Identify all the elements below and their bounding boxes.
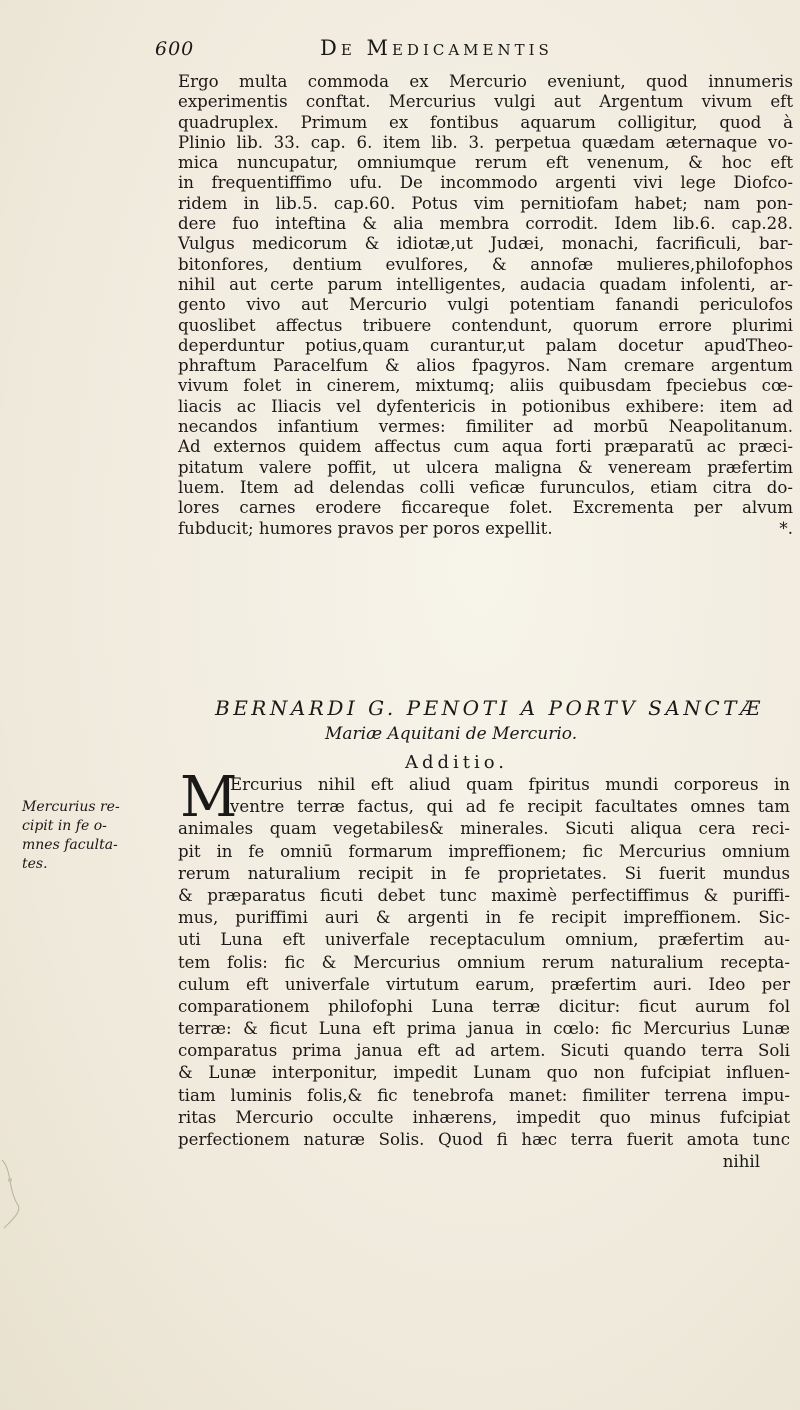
running-title: De Medicamentis bbox=[320, 36, 553, 60]
additio-heading: Additio. bbox=[405, 752, 509, 773]
line-text: tiam luminis folis,& fic tenebrofa manet: fimiliter terrena impu- bbox=[178, 1085, 790, 1105]
text-line: dere fuo inteftina & alia membra corrodit. Idem lib.6. cap.28. bbox=[178, 214, 793, 234]
text-line: fubducit; humores pravos per poros expellit. *. bbox=[178, 518, 793, 538]
text-line: in frequentiffimo ufu. De incommodo argenti vivi lege Diofco- bbox=[178, 173, 793, 193]
line-text: animales quam vegetabiles& minerales. Sicuti aliqua cera reci- bbox=[178, 819, 790, 839]
addition-paragraph bbox=[178, 765, 790, 1173]
text-line bbox=[178, 885, 790, 907]
text-line: necandos infantium vermes: fimiliter ad morbū Neapolitanum. bbox=[178, 417, 793, 437]
line-text: uti Luna eft univerfale receptaculum omnium, præfertim au- bbox=[178, 930, 790, 950]
text-line: Plinio lib. 33. cap. 6. item lib. 3. perpetua quædam æternaque vo- bbox=[178, 132, 793, 152]
line-text: ventre terræ factus, qui ad fe recipit facultates omnes tam bbox=[230, 797, 790, 817]
line-text: culum eft univerfale virtutum earum, præfertim auri. Ideo per bbox=[178, 974, 790, 994]
margin-note-line: Mercurius re- bbox=[22, 799, 120, 815]
text-line: mica nuncupatur, omniumque rerum eft venenum, & hoc eft bbox=[178, 153, 793, 173]
text-line: ridem in lib.5. cap.60. Potus vim pernitiofam habet; nam pon- bbox=[178, 193, 793, 213]
line-text: mus, puriffimi auri & argenti in fe recipit impreffionem. Sic- bbox=[178, 908, 790, 928]
margin-note-line: tes. bbox=[22, 856, 48, 872]
text-line bbox=[178, 952, 790, 974]
line-text: & præparatus ficuti debet tunc maximè perfectiffimus & puriffi- bbox=[178, 885, 790, 905]
text-line: pitatum valere poffit, ut ulcera maligna & veneream præfertim bbox=[178, 457, 793, 477]
section-subtitle: Mariæ Aquitani de Mercurio. bbox=[325, 724, 578, 744]
margin-note-line: mnes faculta- bbox=[22, 837, 118, 853]
page-header bbox=[155, 36, 795, 64]
text-line bbox=[178, 1062, 790, 1084]
end-mark: *. bbox=[779, 518, 793, 538]
text-line: Ad externos quidem affectus cum aqua forti præparatū ac præci- bbox=[178, 437, 793, 457]
text-line bbox=[178, 796, 790, 818]
text-line: experimentis conftat. Mercurius vulgi aut Argentum vivum eft bbox=[178, 92, 793, 112]
text-line: phraftum Paracelfum & alios fpagyros. Nam cremare argentum bbox=[178, 356, 793, 376]
line-text: & Lunæ interponitur, impedit Lunam quo non fufcipiat influen- bbox=[178, 1063, 790, 1083]
line-text: pit in fe omniū formarum impreffionem; fic Mercurius omnium bbox=[178, 841, 790, 861]
margin-note-line: cipit in fe o- bbox=[22, 818, 107, 834]
section-title: BERNARDI G. PENOTI A PORTV SANCTÆ bbox=[215, 696, 764, 720]
text-line: deperduntur potius,quam curantur,ut palam docetur apudTheo- bbox=[178, 335, 793, 355]
text-line bbox=[178, 907, 790, 929]
text-line: vivum folet in cinerem, mixtumq; aliis quibusdam fpeciebus cœ- bbox=[178, 376, 793, 396]
text-line bbox=[178, 974, 790, 996]
text-line: gento vivo aut Mercurio vulgi potentiam fanandi periculofos bbox=[178, 295, 793, 315]
line-text: comparationem philofophi Luna terræ dicitur: ficut aurum fol bbox=[178, 996, 790, 1016]
text-line: bitonfores, dentium evulfores, & annofæ mulieres,philofophos bbox=[178, 254, 793, 274]
text-line: liacis ac Iliacis vel dyfentericis in potionibus exhibere: item ad bbox=[178, 396, 793, 416]
text-line bbox=[178, 1018, 790, 1040]
text-line bbox=[178, 863, 790, 885]
text-line bbox=[178, 1040, 790, 1062]
text-line: lores carnes erodere ficcareque folet. Excrementa per alvum bbox=[178, 498, 793, 518]
text-line bbox=[178, 1129, 790, 1151]
text-line bbox=[178, 1107, 790, 1129]
line-text: perfectionem naturæ Solis. Quod fi hæc terra fuerit amota tunc bbox=[178, 1130, 790, 1149]
text-line: quoslibet affectus tribuere contendunt, quorum errore plurimi bbox=[178, 315, 793, 335]
drop-capital: M bbox=[180, 765, 238, 830]
text-line bbox=[178, 841, 790, 863]
text-line bbox=[178, 996, 790, 1018]
text-line: Ergo multa commoda ex Mercurio eveniunt, quod innumeris bbox=[178, 72, 793, 91]
text-line: Vulgus medicorum & idiotæ,ut Judæi, monachi, facrificuli, bar- bbox=[178, 234, 793, 254]
page-stain-decoration bbox=[0, 1150, 40, 1230]
margin-note bbox=[22, 798, 172, 874]
line-text: rerum naturalium recipit in fe proprietates. Si fuerit mundus bbox=[178, 863, 790, 883]
line-text: comparatus prima janua eft ad artem. Sicuti quando terra Soli bbox=[178, 1041, 790, 1061]
line-text: tem folis: fic & Mercurius omnium rerum naturalium recepta- bbox=[178, 952, 790, 972]
text-line: luem. Item ad delendas colli veficæ furunculos, etiam citra do- bbox=[178, 477, 793, 497]
text-line bbox=[178, 818, 790, 840]
text-line: quadruplex. Primum ex fontibus aquarum colligitur, quod à bbox=[178, 112, 793, 132]
main-paragraph bbox=[178, 72, 793, 539]
line-text: ritas Mercurio occulte inhærens, impedit quo minus fufcipiat bbox=[178, 1107, 790, 1127]
catchword: nihil bbox=[722, 1152, 760, 1172]
line-text: terræ: & ficut Luna eft prima janua in cœlo: fic Mercurius Lunæ bbox=[178, 1019, 790, 1039]
page-number: 600 bbox=[155, 38, 195, 60]
text-line bbox=[178, 929, 790, 951]
line-text: Ercurius nihil eft aliud quam fpiritus mundi corporeus in bbox=[230, 775, 790, 794]
text-line: nihil aut certe parum intelligentes, audacia quadam infolenti, ar- bbox=[178, 274, 793, 294]
text-line bbox=[178, 1085, 790, 1107]
